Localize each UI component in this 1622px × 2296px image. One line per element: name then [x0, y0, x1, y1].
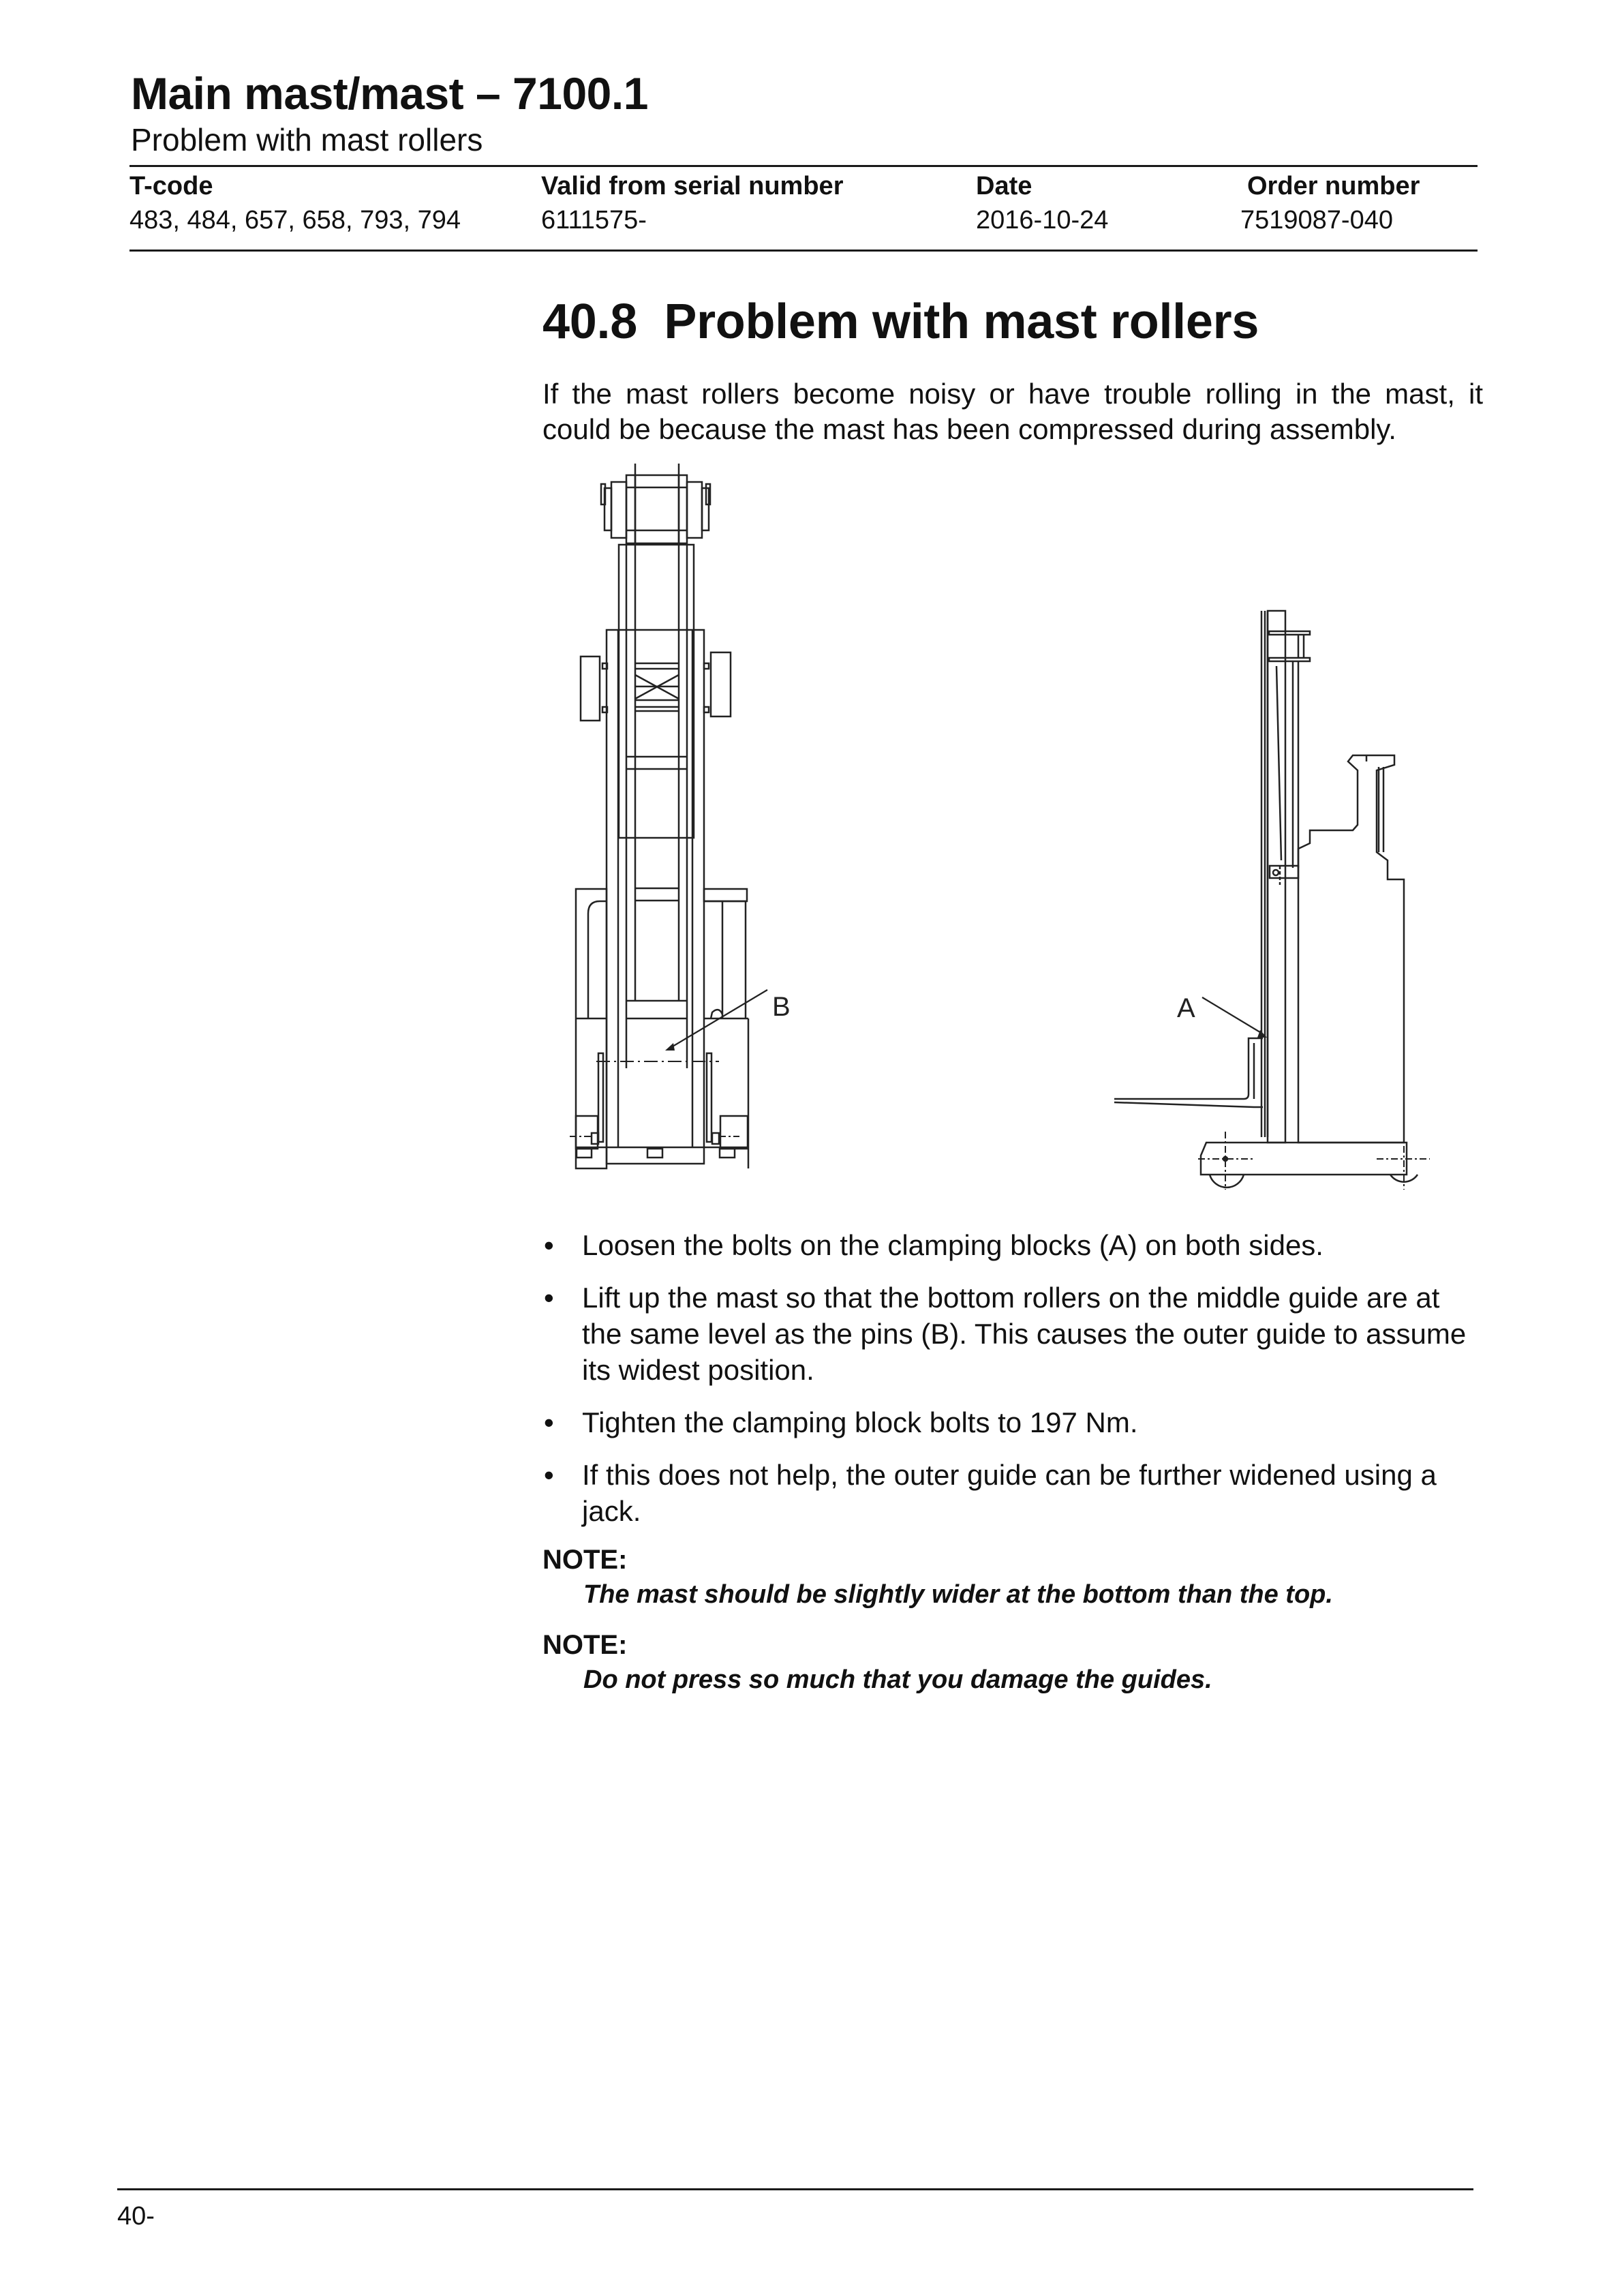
mast-diagram — [532, 464, 1486, 1220]
procedure-steps — [542, 1227, 1486, 1545]
step-text: If this does not help, the outer guide can be further widened using a jack. — [582, 1459, 1437, 1527]
order-number-label: Order number — [1247, 172, 1420, 200]
note-text: The mast should be slightly wider at the bottom than the top. — [583, 1580, 1333, 1609]
serial-label: Valid from serial number — [541, 172, 844, 200]
date-value: 2016-10-24 — [976, 206, 1109, 235]
step-text: Lift up the mast so that the bottom rollers on the middle guide are at the same level as the pins (B). This causes the outer guide to assume its widest position. — [582, 1282, 1467, 1386]
step-item — [542, 1227, 1486, 1263]
bullet-icon: • — [544, 1459, 554, 1491]
note-label: NOTE: — [542, 1630, 628, 1660]
note-text: Do not press so much that you damage the guides. — [583, 1665, 1212, 1694]
tcode-label: T-code — [129, 172, 213, 200]
note-label: NOTE: — [542, 1545, 628, 1575]
label-b: B — [772, 992, 791, 1022]
step-item — [542, 1457, 1486, 1529]
tcode-value: 483, 484, 657, 658, 793, 794 — [129, 206, 461, 235]
step-item — [542, 1404, 1486, 1440]
side-view-drawing — [1114, 611, 1430, 1190]
order-number-value: 7519087-040 — [1240, 206, 1393, 235]
step-text: Loosen the bolts on the clamping blocks (A) on both sides. — [582, 1229, 1323, 1261]
document-subtitle: Problem with mast rollers — [131, 122, 483, 157]
step-item — [542, 1280, 1486, 1388]
date-label: Date — [976, 172, 1032, 200]
header-divider-top — [129, 165, 1478, 167]
serial-value: 6111575- — [541, 206, 647, 235]
bullet-icon: • — [544, 1282, 554, 1314]
step-text: Tighten the clamping block bolts to 197 Nm. — [582, 1406, 1138, 1438]
page-number: 40- — [117, 2202, 155, 2231]
bullet-icon: • — [544, 1229, 554, 1261]
footer-divider — [117, 2188, 1473, 2190]
bullet-icon: • — [544, 1406, 554, 1438]
section-heading: 40.8 Problem with mast rollers — [542, 294, 1259, 349]
section-intro: If the mast rollers become noisy or have trouble rolling in the mast, it could be because the mast has been compressed during assembly. — [542, 378, 1483, 445]
document-title: Main mast/mast – 7100.1 — [131, 68, 648, 119]
label-a: A — [1177, 993, 1195, 1023]
header-divider-bottom — [129, 250, 1478, 252]
front-view-drawing — [570, 464, 767, 1168]
